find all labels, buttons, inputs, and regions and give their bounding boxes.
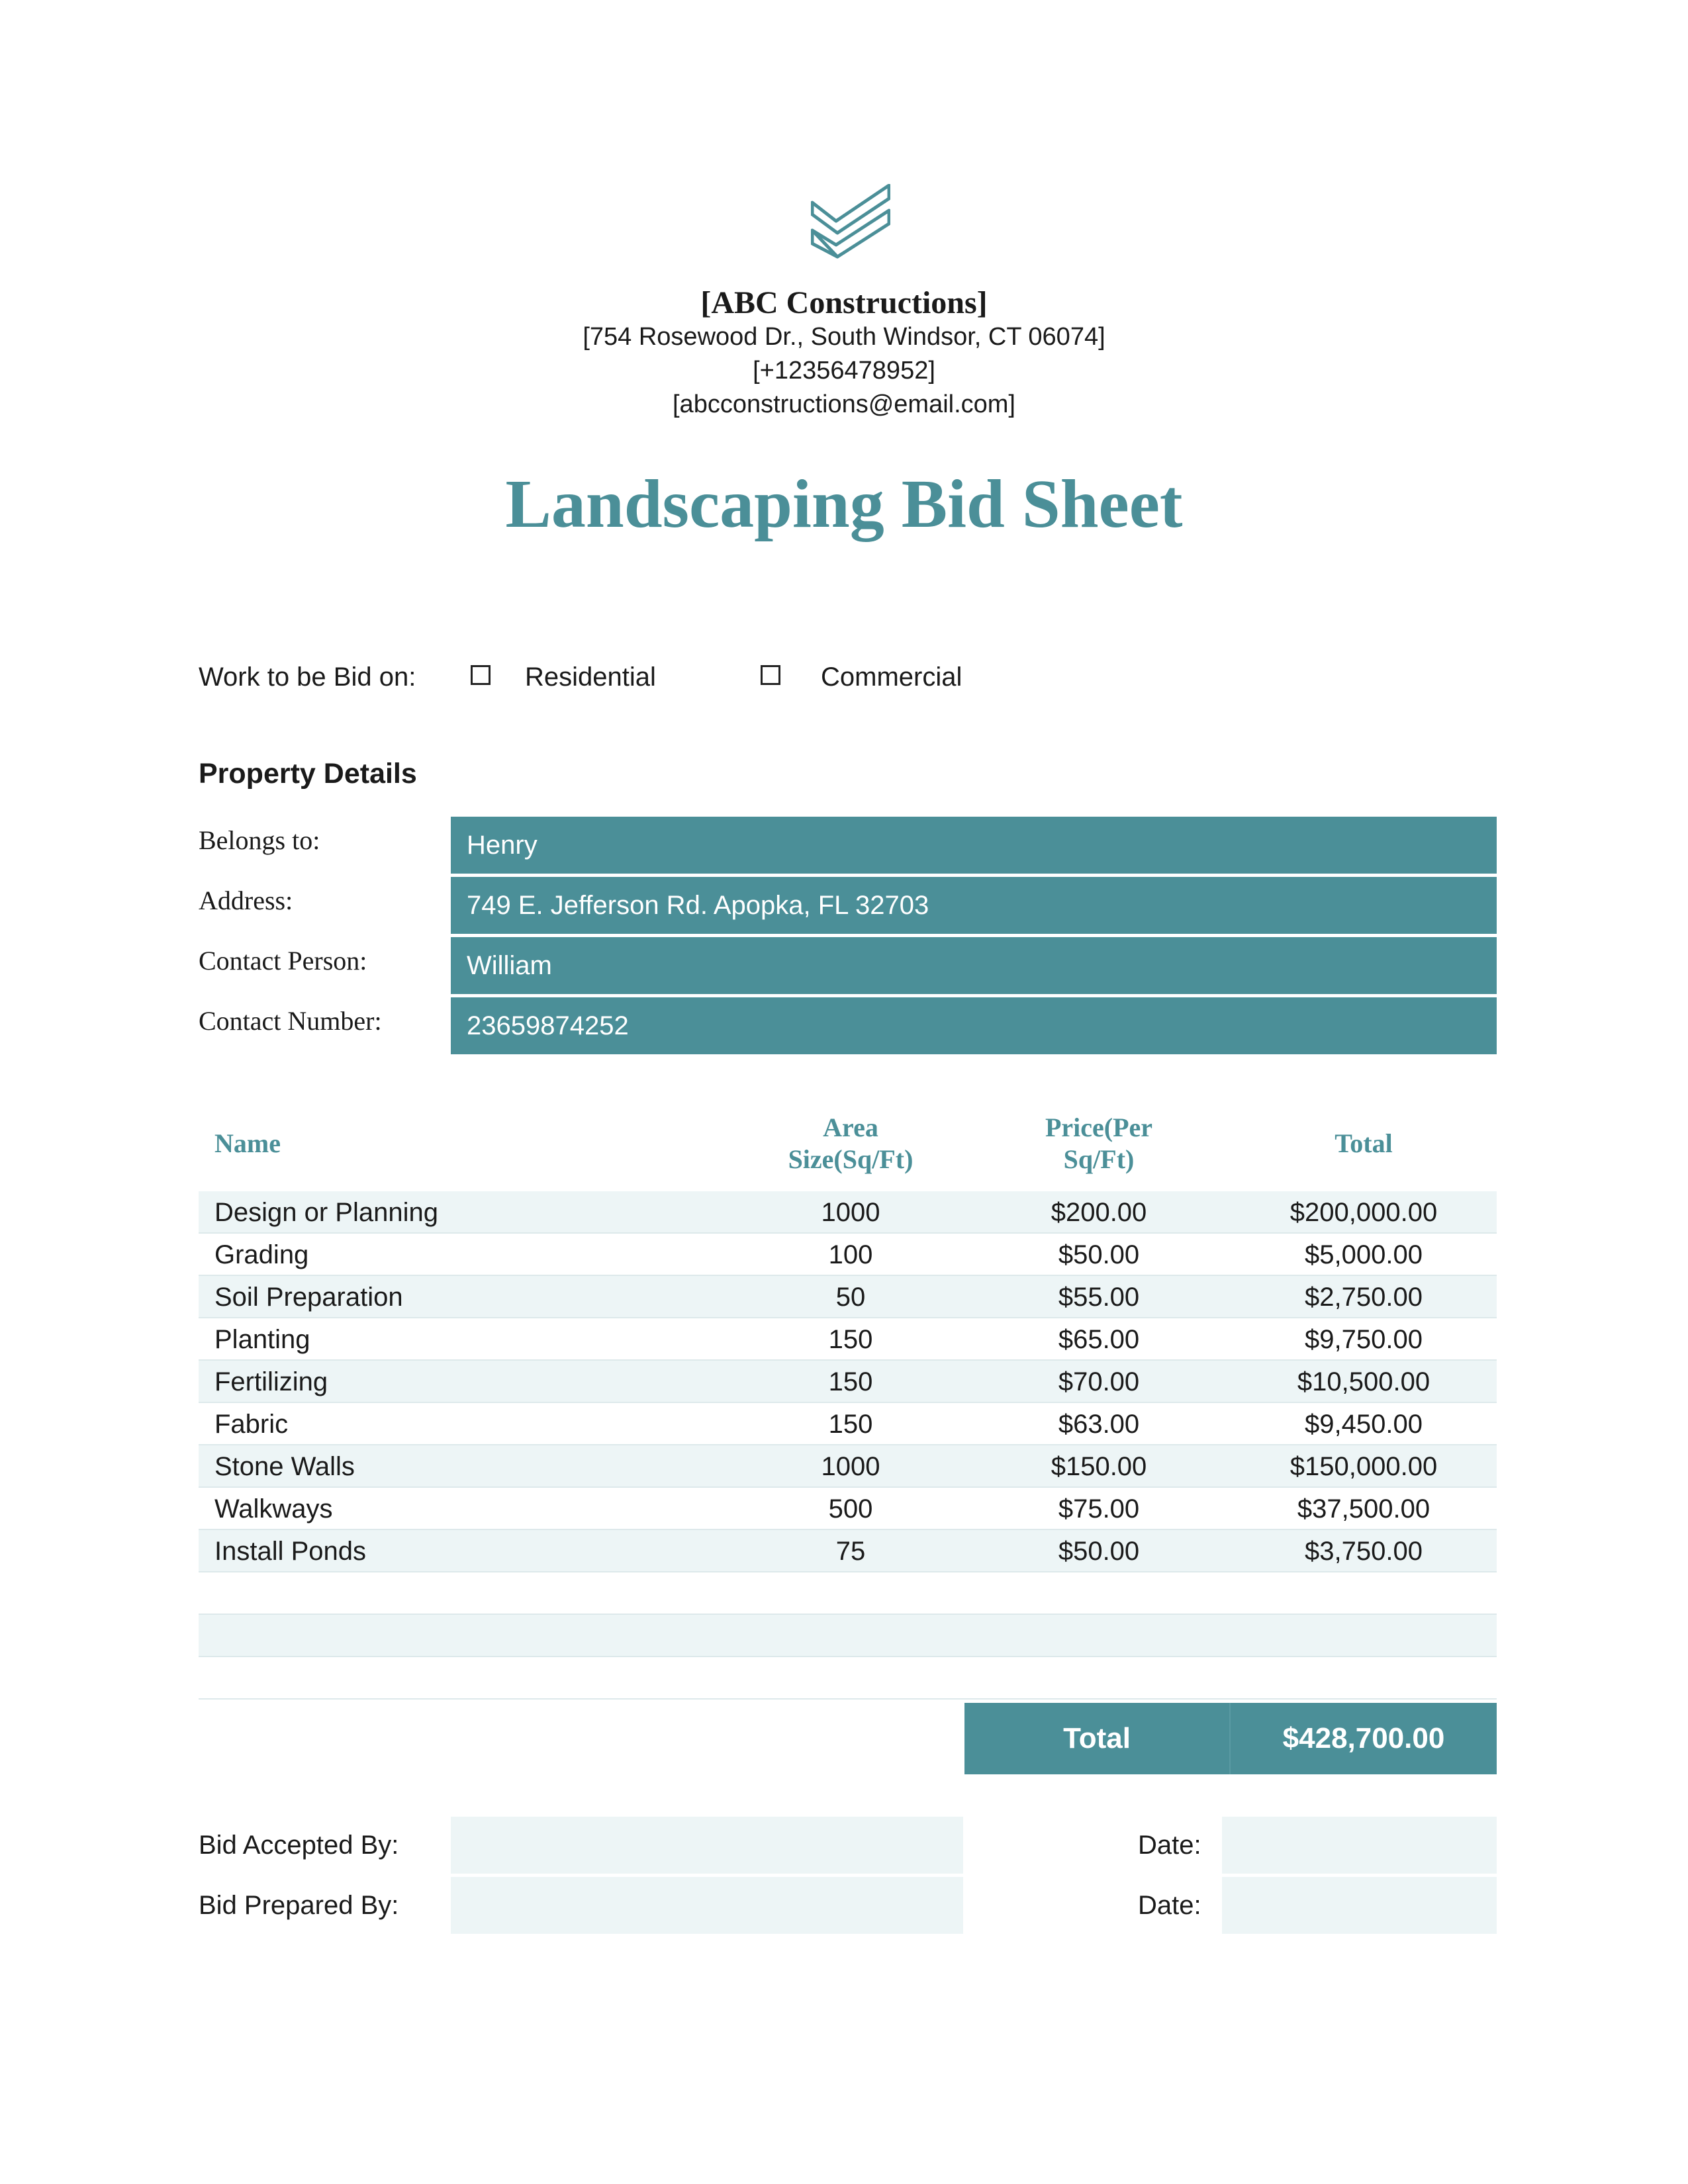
- column-header-name: Name: [214, 1128, 281, 1158]
- table-row: [199, 1234, 1497, 1276]
- table-row: [199, 1361, 1497, 1403]
- column-header-area: [735, 1112, 966, 1175]
- row-price: $63.00: [1058, 1410, 1140, 1439]
- document-title: Landscaping Bid Sheet: [505, 466, 1183, 542]
- contact-person-label: Contact Person:: [199, 946, 367, 976]
- bid-prepared-field[interactable]: [451, 1877, 963, 1934]
- row-divider: [199, 1698, 1497, 1700]
- row-price: $55.00: [1058, 1283, 1140, 1312]
- work-bid-label: Work to be Bid on:: [199, 662, 416, 692]
- belongs-to-field[interactable]: Henry: [451, 817, 1497, 874]
- row-area: 150: [828, 1325, 873, 1354]
- residential-label: Residential: [525, 662, 656, 692]
- table-row: [199, 1318, 1497, 1361]
- row-total: $9,450.00: [1305, 1410, 1423, 1439]
- column-header-price: [966, 1112, 1231, 1175]
- row-area: 100: [828, 1240, 873, 1269]
- contact-number-label: Contact Number:: [199, 1006, 382, 1036]
- row-price: $200.00: [1051, 1198, 1147, 1227]
- row-name: Walkways: [214, 1494, 333, 1524]
- column-header-area-line2: Size(Sq/Ft): [788, 1144, 914, 1174]
- bid-accepted-field[interactable]: [451, 1817, 963, 1874]
- table-row: [199, 1191, 1497, 1234]
- residential-checkbox[interactable]: [471, 665, 491, 685]
- row-area: 1000: [821, 1198, 880, 1227]
- row-name: Grading: [214, 1240, 309, 1269]
- row-total: $37,500.00: [1297, 1494, 1430, 1524]
- grand-total-box: [964, 1703, 1497, 1774]
- row-area: 50: [835, 1283, 866, 1312]
- row-name: Stone Walls: [214, 1452, 355, 1481]
- address-label: Address:: [199, 886, 293, 915]
- row-total: $9,750.00: [1305, 1325, 1423, 1354]
- address-field[interactable]: 749 E. Jefferson Rd. Apopka, FL 32703: [451, 877, 1497, 934]
- empty-table-row: [199, 1572, 1497, 1615]
- column-header-price-line1: Price(Per: [1045, 1113, 1153, 1142]
- table-row: [199, 1530, 1497, 1572]
- grand-total-label: Total: [1063, 1722, 1131, 1754]
- row-name: Fabric: [214, 1410, 289, 1439]
- table-row: [199, 1445, 1497, 1488]
- row-area: 75: [835, 1537, 866, 1566]
- prepared-date-field[interactable]: [1222, 1877, 1497, 1934]
- row-name: Design or Planning: [214, 1198, 438, 1227]
- row-price: $50.00: [1058, 1240, 1140, 1269]
- accepted-date-field[interactable]: [1222, 1817, 1497, 1874]
- bid-accepted-label: Bid Accepted By:: [199, 1831, 399, 1860]
- company-phone: [+12356478952]: [753, 357, 935, 385]
- table-row: [199, 1403, 1497, 1445]
- row-price: $75.00: [1058, 1494, 1140, 1524]
- table-row: [199, 1488, 1497, 1530]
- row-total: $2,750.00: [1305, 1283, 1423, 1312]
- grand-total-value: $428,700.00: [1229, 1703, 1497, 1774]
- row-name: Fertilizing: [214, 1367, 328, 1396]
- contact-person-field[interactable]: William: [451, 937, 1497, 994]
- row-total: $200,000.00: [1289, 1198, 1438, 1227]
- contact-number-field[interactable]: 23659874252: [451, 997, 1497, 1054]
- row-price: $65.00: [1058, 1325, 1140, 1354]
- commercial-checkbox[interactable]: [761, 665, 780, 685]
- row-price: $70.00: [1058, 1367, 1140, 1396]
- column-header-price-line2: Sq/Ft): [1063, 1144, 1135, 1174]
- row-total: $5,000.00: [1305, 1240, 1423, 1269]
- row-area: 1000: [821, 1452, 880, 1481]
- bid-prepared-label: Bid Prepared By:: [199, 1891, 399, 1920]
- company-address: [754 Rosewood Dr., South Windsor, CT 06074]: [583, 323, 1105, 351]
- row-area: 150: [828, 1410, 873, 1439]
- row-area: 150: [828, 1367, 873, 1396]
- company-name: [ABC Constructions]: [700, 285, 988, 320]
- empty-table-row: [199, 1657, 1497, 1700]
- row-total: $3,750.00: [1305, 1537, 1423, 1566]
- company-logo-icon: [811, 184, 890, 270]
- row-total: $150,000.00: [1289, 1452, 1438, 1481]
- prepared-date-label: Date:: [1138, 1891, 1201, 1920]
- company-email: [abcconstructions@email.com]: [673, 390, 1015, 418]
- row-name: Install Ponds: [214, 1537, 367, 1566]
- row-price: $50.00: [1058, 1537, 1140, 1566]
- row-total: $10,500.00: [1297, 1367, 1430, 1396]
- row-name: Soil Preparation: [214, 1283, 403, 1312]
- commercial-label: Commercial: [821, 662, 962, 692]
- column-header-area-line1: Area: [823, 1113, 878, 1142]
- column-header-total: Total: [1335, 1128, 1393, 1158]
- property-details-heading: Property Details: [199, 758, 417, 790]
- row-area: 500: [828, 1494, 873, 1524]
- row-name: Planting: [214, 1325, 310, 1354]
- accepted-date-label: Date:: [1138, 1831, 1201, 1860]
- row-price: $150.00: [1051, 1452, 1147, 1481]
- empty-table-row: [199, 1615, 1497, 1657]
- belongs-to-label: Belongs to:: [199, 825, 320, 855]
- table-row: [199, 1276, 1497, 1318]
